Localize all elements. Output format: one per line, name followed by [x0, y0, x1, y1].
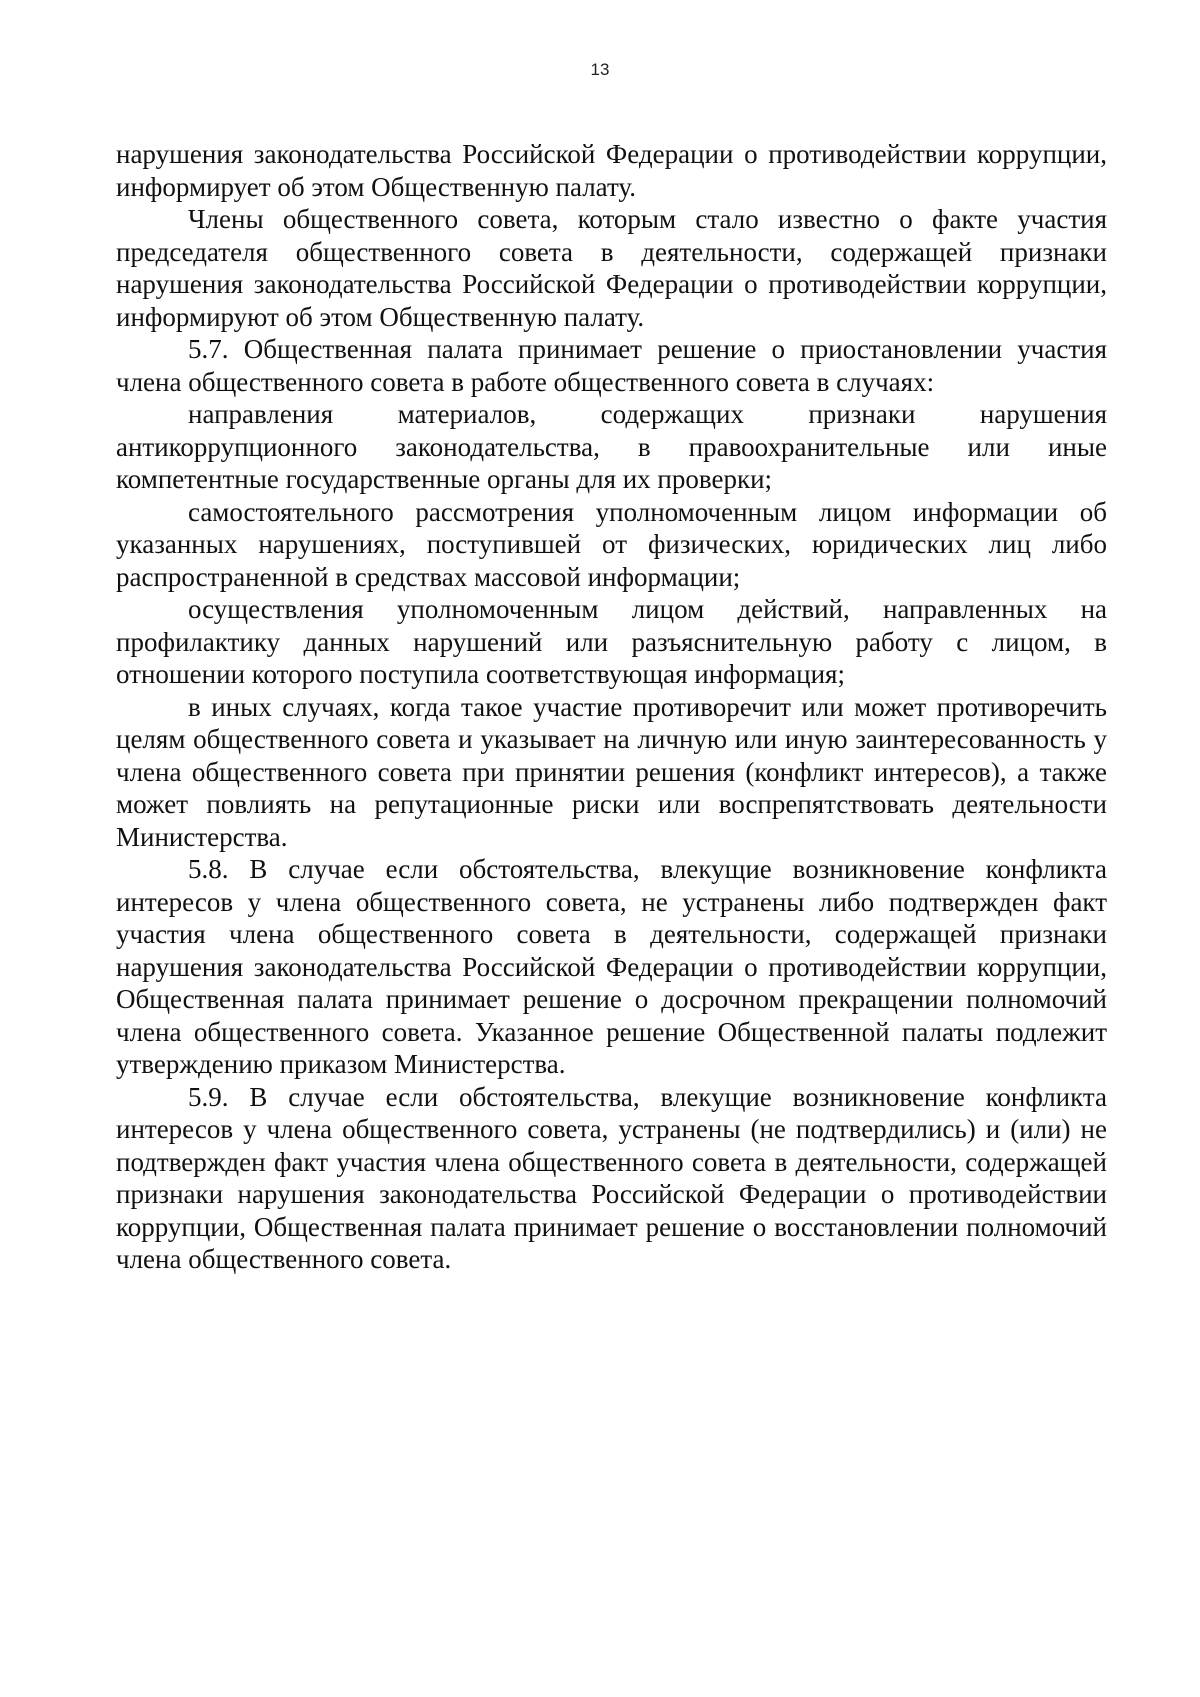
document-body — [116, 138, 1107, 1276]
paragraph-case-materials: направления материалов, содержащих признаки нарушения антикоррупционного законодательства, в правоохранительные или иные компетентные государственные органы для их проверки; — [116, 399, 1107, 494]
paragraph-council-members-inform: Члены общественного совета, которым стало известно о факте участия председателя общественного совета в деятельности, содержащей признаки нарушения законодательства Российской Федерации о противодействии коррупции, информируют об этом Общественную палату. — [116, 204, 1107, 332]
paragraph-case-prevention: осуществления уполномоченным лицом действий, направленных на профилактику данных нарушений или разъяснительную работу с лицом, в отношении которого поступила соответствующая информация; — [116, 594, 1107, 689]
paragraph-5-7: 5.7. Общественная палата принимает решение о приостановлении участия члена общественного совета в работе общественного совета в случаях: — [116, 334, 1107, 397]
paragraph-case-independent-review: самостоятельного рассмотрения уполномоченным лицом информации об указанных нарушениях, поступившей от физических, юридических лиц либо распространенной в средствах массовой информации; — [116, 496, 1107, 592]
page-number: 13 — [590, 60, 610, 79]
paragraph-case-conflict-of-interest: в иных случаях, когда такое участие противоречит или может противоречить целям общественного совета и указывает на личную или иную заинтересованность у члена общественного совета при принятии решения (конфликт интересов), а также может повлиять на репутационные риски или воспрепятствовать деятельности Министерства. — [116, 691, 1107, 852]
paragraph-5-9: 5.9. В случае если обстоятельства, влекущие возникновение конфликта интересов у члена общественного совета, устранены (не подтвердились) и (или) не подтвержден факт участия члена общественного совета в деятельности, содержащей признаки нарушения законодательства Российской Федерации о противодействии коррупции, Общественная палата принимает решение о восстановлении полномочий члена общественного совета. — [116, 1081, 1107, 1274]
paragraph-continuation: нарушения законодательства Российской Федерации о противодействии коррупции, информирует об этом Общественную палату. — [116, 139, 1107, 202]
paragraph-5-8: 5.8. В случае если обстоятельства, влекущие возникновение конфликта интересов у члена общественного совета, не устранены либо подтвержден факт участия члена общественного совета в деятельности, содержащей признаки нарушения законодательства Российской Федерации о противодействии коррупции, Общественная палата принимает решение о досрочном прекращении полномочий члена общественного совета. Указанное решение Общественной палаты подлежит утверждению приказом Министерства. — [116, 854, 1107, 1079]
